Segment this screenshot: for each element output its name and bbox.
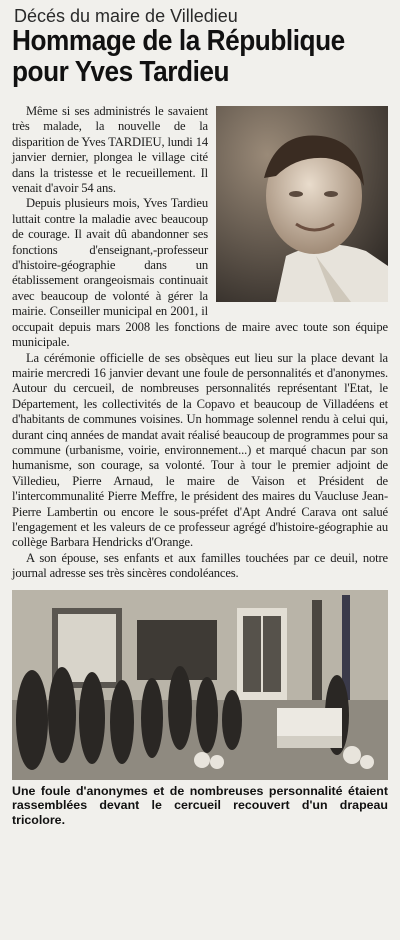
headline-line-1: Hommage de la République bbox=[12, 25, 345, 57]
headline-line-2: pour Yves Tardieu bbox=[12, 56, 230, 88]
article-headline bbox=[12, 26, 358, 88]
portrait-image bbox=[216, 106, 388, 302]
article-body bbox=[12, 104, 388, 827]
paragraph-3: La cérémonie officielle de ses obsèques eut lieu sur la place devant la mairie mercredi 16 janvier devant une foule de personnalités et d'anonymes. Autour du cercueil, de nombreuses personnalités représentant l'Etat, le Département, les collectivités de la Copavo et beaucoup de Villadéens et d'habitants de communes voisines. Un hommage solennel rendu à celui qui, durant cinq années de mandat avait réalisé beaucoup de programmes pour sa commune (urbanisme, voirie, environnement...) et marqué chacun par son humanisme, son courage, sa volonté. Tour à tour le premier adjoint de Villedieu, Pierre Arnaud, le maire de Vaison et Président de l'intercommunalité Pierre Meffre, le président des maires du Vaucluse Jean-Pierre Lambertin ou encore le sous-préfet d'Apt André Carava ont salué l'engagement et les valeurs de ce professeur agrégé d'histoire-géographie au collège Barbara Hendricks d'Orange. bbox=[12, 350, 388, 550]
ceremony-photo bbox=[12, 590, 388, 780]
paragraph-4: A son épouse, ses enfants et aux familles touchées par ce deuil, notre journal adresse ses très sincères condoléances. bbox=[12, 550, 388, 581]
ceremony-image bbox=[12, 590, 388, 780]
article-kicker: Décés du maire de Villedieu bbox=[14, 6, 238, 26]
paragraph-1: Même si ses administrés le savaient très malade, la nouvelle de la disparition de Yves TARDIEU, lundi 14 janvier dernier, plongea le village cité dans la tristesse et le recueillement. Il venait d'avoir 54 ans. bbox=[12, 104, 208, 196]
photo-caption: Une foule d'anonymes et de nombreuses personnalité étaient rassemblées devant le cercueil recouvert d'un drapeau tricolore. bbox=[12, 783, 388, 827]
paragraph-2: Depuis plusieurs mois, Yves Tardieu luttait contre la maladie avec beaucoup de courage. Il avait dû abandonner ses fonctions d'enseignant,-professeur d'histoire-géographie dans un établissement orangeoismais continuait avec beaucoup de volonté à gérer la mairie. Conseiller municipal en 2001, il occupait depuis mars 2008 les fonctions de maire avec toute son équipe municipale. bbox=[12, 196, 388, 350]
portrait-photo bbox=[216, 106, 388, 302]
